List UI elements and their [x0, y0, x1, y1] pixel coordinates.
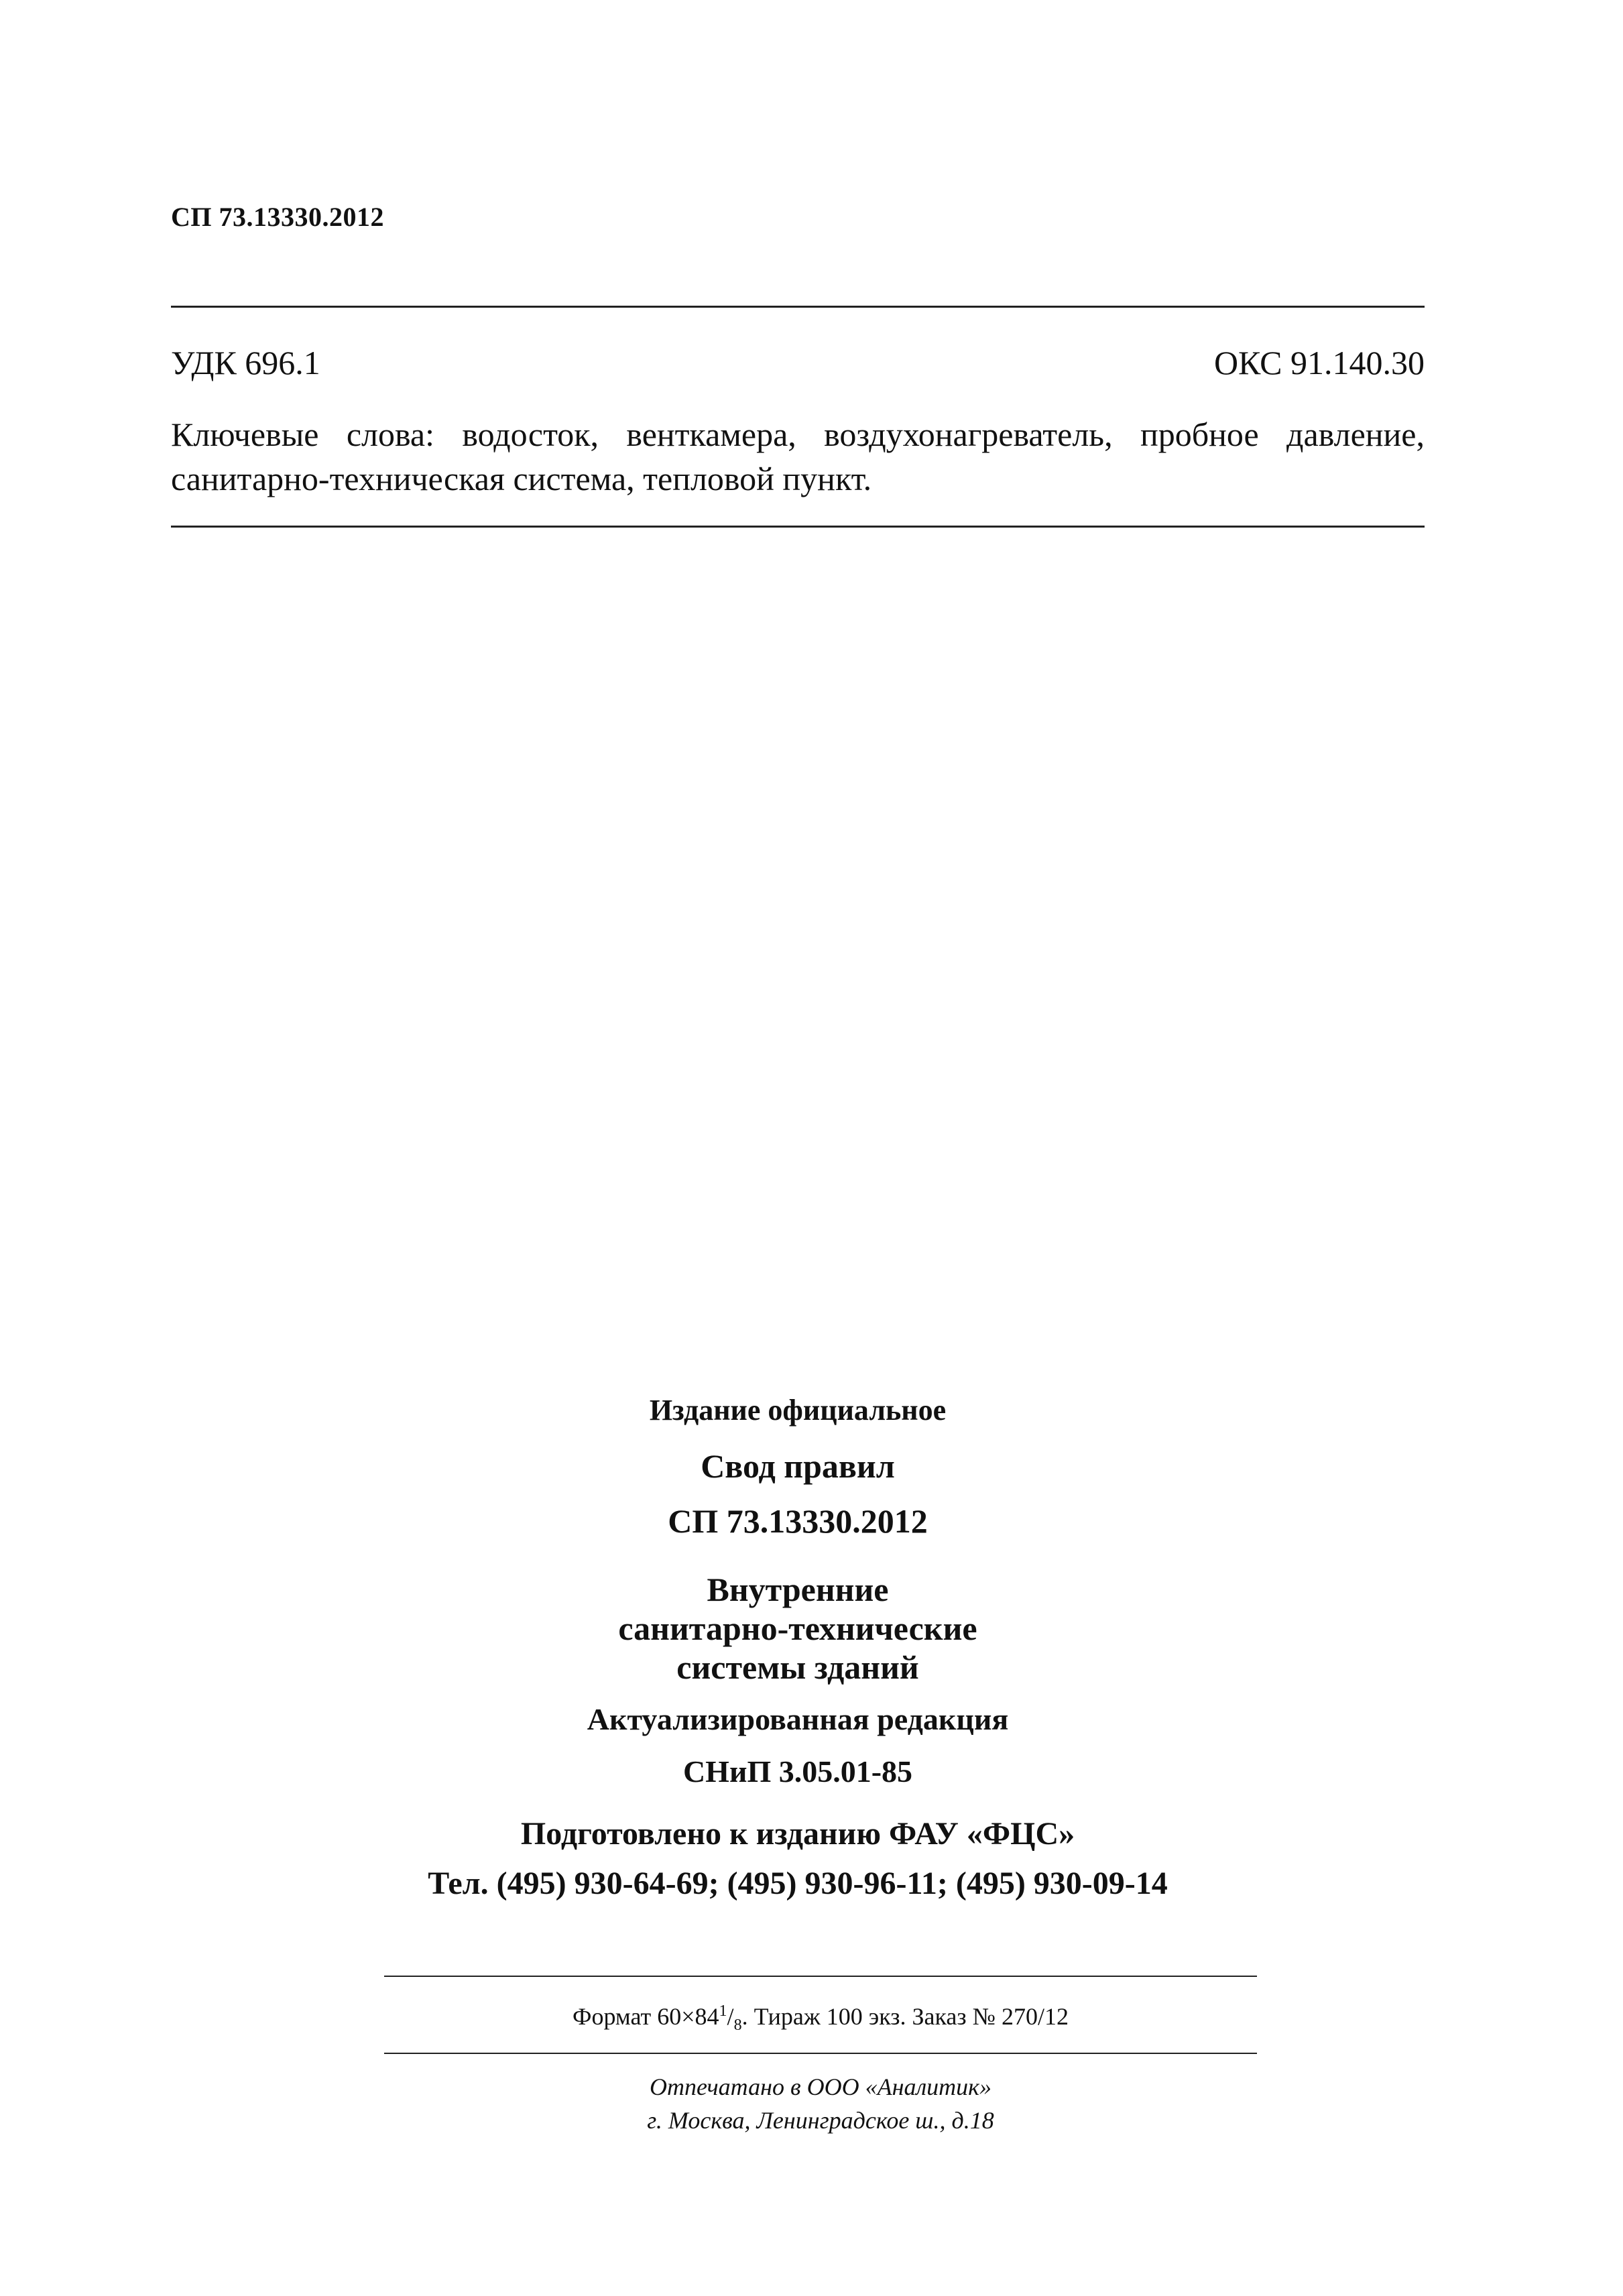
doc-title — [171, 1570, 1425, 1687]
keywords-line-1: Ключевые слова: водосток, венткамера, воздухонагреватель, пробное давление, — [171, 416, 1425, 453]
keywords-divider — [171, 526, 1425, 528]
imprint-top-divider — [384, 1976, 1257, 1977]
imprint-line: Формат $60\times 84^1/_8$. Тираж 100 экз. Заказ № 270/12 — [573, 2002, 1069, 2035]
imprint-format: Формат 60×84 — [573, 2003, 719, 2030]
doc-type-label: Свод правил — [701, 1447, 895, 1485]
doc-title-line-2: санитарно-технические — [618, 1610, 977, 1647]
running-code: СП 73.13330.2012 — [171, 202, 384, 232]
oks-code: ОКС 91.140.30 — [1213, 344, 1425, 381]
header-divider — [171, 306, 1425, 308]
printer-address: г. Москва, Ленинградское ш., д.18 — [647, 2107, 994, 2134]
revision-label: Актуализированная редакция — [587, 1702, 1009, 1736]
doc-title-line-1: Внутренние — [707, 1571, 889, 1608]
keywords-paragraph — [171, 412, 1425, 501]
imprint-fraction-denominator: 8 — [733, 2016, 742, 2035]
printer-name: Отпечатано в ООО «Аналитик» — [650, 2073, 991, 2100]
phone-numbers: Тел. (495) 930-64-69; (495) 930-96-11; (495) 930-09-14 — [428, 1866, 1168, 1901]
official-edition-label: Издание официальное — [649, 1394, 947, 1427]
prepared-by: Подготовлено к изданию ФАУ «ФЦС» — [520, 1816, 1075, 1852]
doc-title-line-3: системы зданий — [676, 1648, 919, 1686]
snip-code: СНиП 3.05.01-85 — [682, 1754, 913, 1789]
imprint-fraction-numerator: 1 — [719, 2002, 727, 2020]
doc-code: СП 73.13330.2012 — [668, 1502, 928, 1540]
imprint-rest: . Тираж 100 экз. Заказ № 270/12 — [741, 2003, 1069, 2030]
udk-code: УДК 696.1 — [171, 344, 320, 381]
imprint-bottom-divider — [384, 2053, 1257, 2054]
keywords-line-2: санитарно-техническая система, тепловой пункт. — [171, 460, 872, 497]
